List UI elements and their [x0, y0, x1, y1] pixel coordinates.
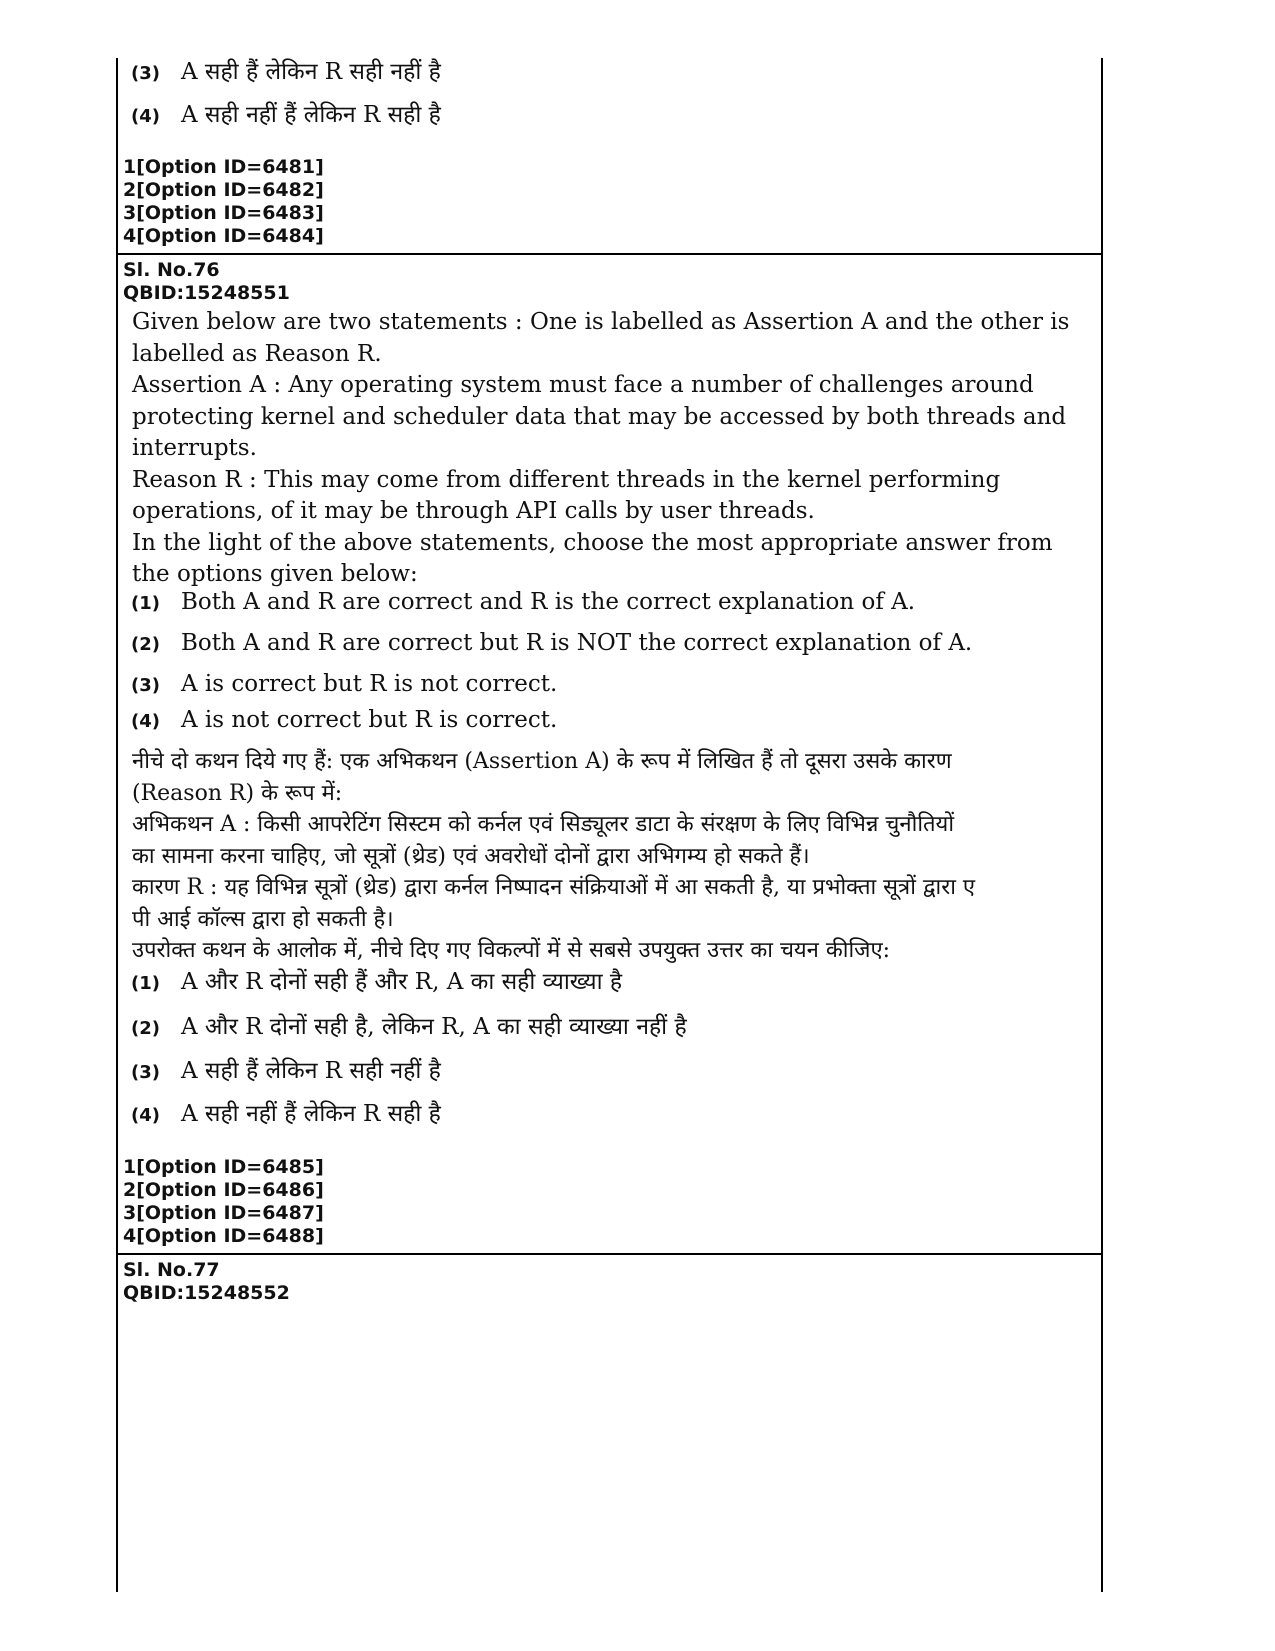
q76-option-id-4: 4[Option ID=6488]: [123, 1225, 324, 1247]
q76-option-en-1: (1) Both A and R are correct and R is the correct explanation of A.: [131, 589, 916, 615]
q76-option-en-2: (2) Both A and R are correct but R is NOT the correct explanation of A.: [131, 630, 973, 656]
q76-option-hi-4: (4) A सही नहीं हैं लेकिन R सही है: [131, 1101, 441, 1127]
prev-option-id-3: 3[Option ID=6483]: [123, 202, 324, 224]
q76-statement-english: Given below are two statements : One is labelled as Assertion A and the other is labelled as Reason R. Assertion A : Any operating system must face a number of challenges around protecting kernel and scheduler data that may be accessed by both threads and interrupts. Reason R : This may come from different threads in the kernel performing operations, of it may be through API calls by user threads. In the light of the above statements, choose the most appropriate answer from the options given below:: [132, 309, 1070, 587]
q76-option-id-1: 1[Option ID=6485]: [123, 1156, 324, 1178]
q76-serial-number: Sl. No.76: [123, 259, 220, 281]
q76-option-hi-3: (3) A सही हैं लेकिन R सही नहीं है: [131, 1058, 441, 1084]
q76-option-id-3: 3[Option ID=6487]: [123, 1202, 324, 1224]
divider-q75-q76: [116, 253, 1103, 255]
prev-option-id-2: 2[Option ID=6482]: [123, 179, 324, 201]
q76-option-en-3: (3) A is correct but R is not correct.: [131, 671, 558, 697]
q76-option-id-2: 2[Option ID=6486]: [123, 1179, 324, 1201]
q77-qbid: QBID:15248552: [123, 1282, 290, 1304]
q76-option-en-4: (4) A is not correct but R is correct.: [131, 707, 558, 733]
prev-option-id-1: 1[Option ID=6481]: [123, 156, 324, 178]
q76-option-hi-1: (1) A और R दोनों सही हैं और R, A का सही व्याख्या है: [131, 969, 623, 995]
divider-q76-q77: [116, 1253, 1103, 1255]
q76-statement-hindi: नीचे दो कथन दिये गए हैं: एक अभिकथन (Assertion A) के रूप में लिखित हैं तो दूसरा उसके कारण (Reason R) के रूप में: अभिकथन A : किसी आपरेटिंग सिस्टम को कर्नल एवं सिड्यूलर डाटा के संरक्षण के लिए विभिन्न चुनौतियों का सामना करना चाहिए, जो सूत्रों (थ्रेड) एवं अवरोधों दोनों द्वारा अभिगम्य हो सकते हैं। कारण R : यह विभिन्न सूत्रों (थ्रेड) द्वारा कर्नल निष्पादन संक्रियाओं में आ सकती है, या प्रभोक्ता सूत्रों द्वारा ए पी आई कॉल्स द्वारा हो सकती है। उपरोक्त कथन के आलोक में, नीचे दिए गए विकल्पों में से सबसे उपयुक्त उत्तर का चयन कीजिए:: [132, 749, 976, 963]
q76-option-hi-2: (2) A और R दोनों सही है, लेकिन R, A का सही व्याख्या नहीं है: [131, 1014, 687, 1040]
q76-qbid: QBID:15248551: [123, 282, 290, 304]
prev-option-id-4: 4[Option ID=6484]: [123, 225, 324, 247]
prev-option-hi-4: (4) A सही नहीं हैं लेकिन R सही है: [131, 102, 441, 128]
prev-option-hi-3: (3) A सही हैं लेकिन R सही नहीं है: [131, 59, 441, 85]
q77-serial-number: Sl. No.77: [123, 1259, 220, 1281]
